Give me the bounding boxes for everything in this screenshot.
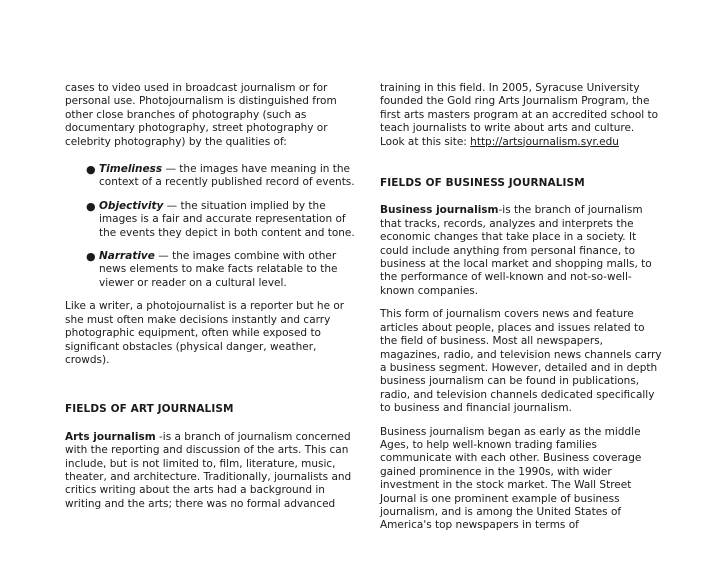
history-paragraph: Business journalism began as early as the middle Ages, to help well-known trading families communicate with each other. Business coverage gained prominence in the 1990s, with wider investment in the stock market. The Wall Street Journal is one prominent example of business journalism, and is among the United States of America's top newspapers in terms of: [380, 425, 642, 532]
arts-journalism-term: Arts journalism: [65, 430, 156, 443]
arts-journalism-link[interactable]: http://artsjournalism.syr.edu: [470, 135, 619, 148]
bullet-text: — the images combine with other news elements to make facts relatable to the viewer or reader on a cultural level.: [99, 250, 338, 289]
bullet-icon: ●: [86, 163, 96, 177]
bullet-icon: ●: [86, 250, 96, 264]
arts-journalism-paragraph: [65, 431, 358, 511]
arts-journalism-text: -is a branch of journalism concerned with the reporting and discussion of the arts. This can include, but is not limited to, film, literature, music, theater, and architecture. Traditionally, journalists and critics writing about the arts had a background in writing and the arts; there was no formal advanced: [65, 430, 352, 510]
coverage-paragraph: This form of journalism covers news and feature articles about people, places and issues related to the field of business. Most all newspapers, magazines, radio, and television news channels carry a business segment. However, detailed and in depth business journalism can be found in publications, radio, and television channels dedicated specifically to business and financial journalism.: [380, 308, 662, 415]
art-journalism-heading: FIELDS OF ART JOURNALISM: [65, 403, 234, 416]
business-journalism-term: Business journalism: [380, 204, 499, 217]
bullet-icon: ●: [86, 199, 96, 213]
bullet-term: Objectivity: [99, 199, 164, 212]
business-journalism-text: -is the branch of journalism that tracks, records, analyzes and interprets the economic changes that take place in a society. It could include anything from personal finance, to business at the local market and shopping malls, to the performance of well-known and not-so-well-known companies.: [380, 204, 652, 297]
photojournalist-paragraph: Like a writer, a photojournalist is a reporter but he or she must often make decisions instantly and carry photographic equipment, often while exposed to significant obstacles (physical danger, weather, crowds).: [65, 300, 345, 366]
bullet-term: Timeliness: [99, 163, 163, 176]
left-column: [65, 82, 358, 511]
list-item: [65, 200, 358, 240]
list-item: [65, 250, 358, 290]
list-item: [65, 163, 358, 190]
business-journalism-heading: FIELDS OF BUSINESS JOURNALISM: [380, 177, 585, 190]
photojournalism-intro: cases to video used in broadcast journalism or for personal use. Photojournalism is distinguished from other close branches of photography (such as documentary photography, street photography or celebrity photography) by the qualities of:: [65, 82, 337, 148]
business-journalism-paragraph: [380, 204, 662, 298]
training-text: training in this field. In 2005, Syracuse University founded the Gold ring Arts Journalism Program, the first arts masters program at an accredited school to teach journalists to write about arts and culture. Look at this site:: [380, 82, 659, 148]
bullet-text: — the images have meaning in the context of a recently published record of events.: [99, 163, 355, 189]
training-paragraph: [380, 82, 662, 149]
right-column: [380, 82, 662, 533]
bullet-term: Narrative: [99, 250, 155, 263]
qualities-list: [65, 163, 358, 290]
bullet-text: — the situation implied by the images is a fair and accurate representation of the events they depict in both content and tone.: [99, 199, 355, 239]
